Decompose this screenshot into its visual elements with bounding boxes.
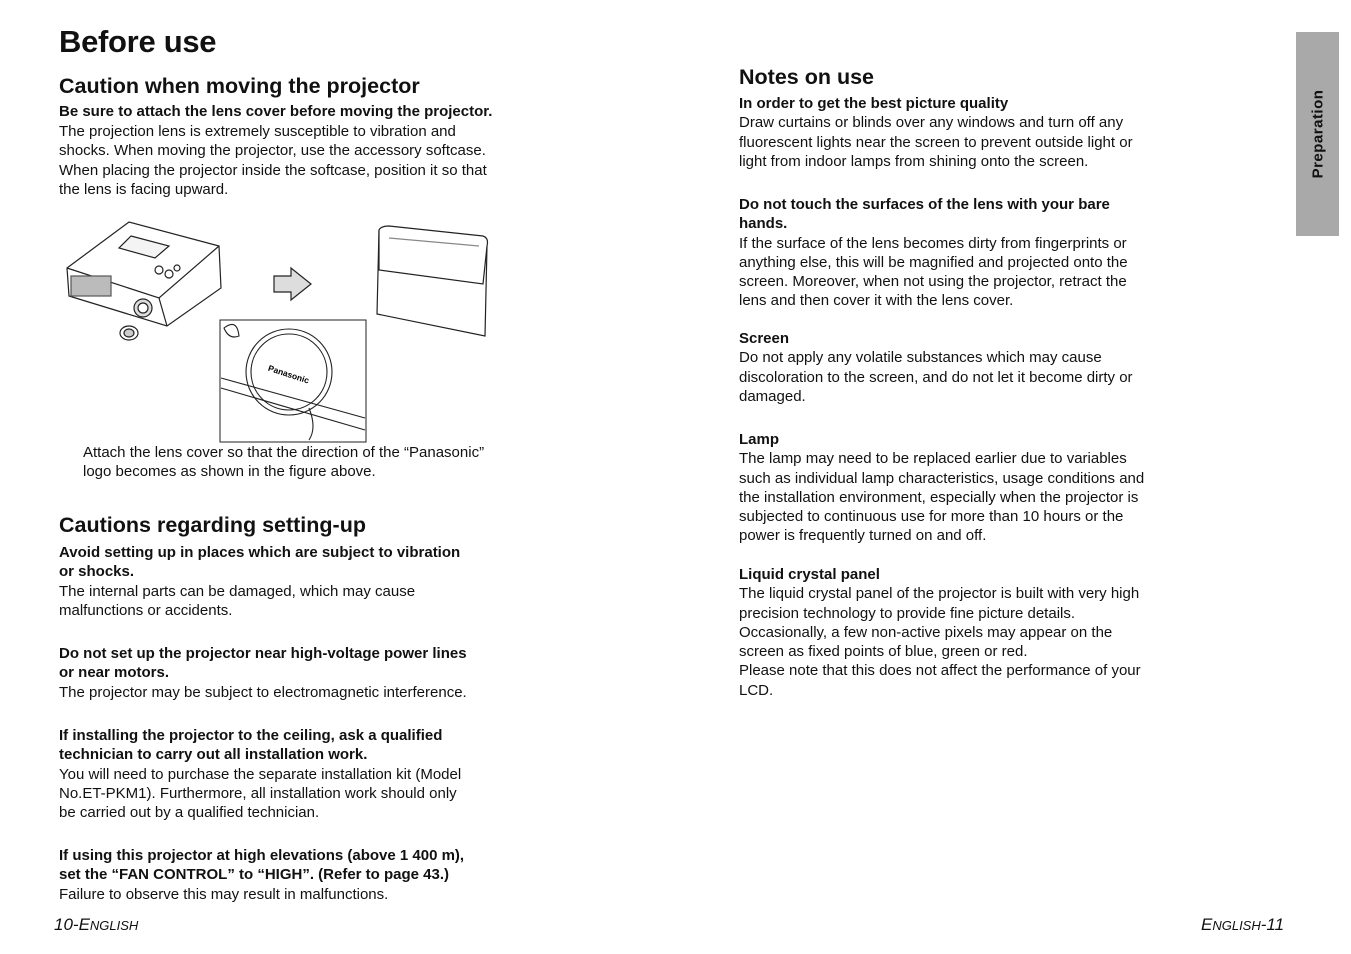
- section-tab-preparation: Preparation: [1296, 32, 1339, 236]
- notes-item: Liquid crystal panel The liquid crystal panel of the projector is built with very high precision technology to provide fine picture details. Occasionally, a few non-active pixels may appear on the screen as fixed points of blue, green or red. Please note that this does not affect the performance of your LCD.: [739, 566, 1141, 699]
- notes-item: Do not touch the surfaces of the lens with your bare hands. If the surface of the lens becomes dirty from fingerprints or anything else, this will be magnified and projected onto the screen. Moreover, when not using the projector, retract the lens and then cover it with the lens cover.: [739, 196, 1128, 310]
- section-heading-notes-on-use: Notes on use: [739, 65, 874, 89]
- caution-moving-text: The projection lens is extremely susceptible to vibration and shocks. When moving the projector, use the accessory softcase. When placing the projector inside the softcase, position it so that the lens is facing upward.: [59, 123, 487, 198]
- caution-moving-bold: Be sure to attach the lens cover before moving the projector.: [59, 103, 493, 120]
- notes-item: In order to get the best picture quality Draw curtains or blinds over any windows and turn off any fluorescent lights near the screen to prevent outside light or light from indoor lamps from shining onto the screen.: [739, 95, 1133, 170]
- lens-cover-illustration: [59, 218, 499, 448]
- setup-item: Do not set up the projector near high-voltage power lines or near motors. The projector may be subject to electromagnetic interference.: [59, 645, 467, 701]
- notes-item: Lamp The lamp may need to be replaced earlier due to variables such as individual lamp characteristics, usage conditions and the installation environment, especially when the projector is subjected to continuous use for more than 10 hours or the power is frequently turned on and off.: [739, 431, 1145, 545]
- page-number-right: ENGLISH-11: [1201, 915, 1285, 934]
- setup-item: If using this projector at high elevations (above 1 400 m), set the “FAN CONTROL” to “HIGH”. (Refer to page 43.) Failure to observe this may result in malfunctions.: [59, 847, 465, 903]
- projector-drawing: [67, 222, 221, 340]
- setup-item: Avoid setting up in places which are subject to vibration or shocks. The internal parts can be damaged, which may cause malfunctions or accidents.: [59, 544, 461, 619]
- panasonic-logo: Panasonic: [266, 362, 311, 386]
- page-number-left: 10-ENGLISH: [54, 915, 139, 934]
- setup-item: If installing the projector to the ceiling, ask a qualified technician to carry out all installation work. You will need to purchase the separate installation kit (Model No.ET-PKM1). Furthermore, all installation work should only be carried out by a qualified technician.: [59, 727, 462, 822]
- page-title: Before use: [59, 24, 217, 59]
- softcase-drawing: [377, 226, 488, 336]
- section-heading-cautions-setup: Cautions regarding setting-up: [59, 513, 366, 537]
- figure-caption: Attach the lens cover so that the direction of the “Panasonic” logo becomes as shown in the figure above.: [83, 444, 485, 481]
- arrow-icon: [274, 268, 311, 300]
- section-heading-caution-moving: Caution when moving the projector: [59, 74, 420, 98]
- notes-item: Screen Do not apply any volatile substances which may cause discoloration to the screen, and do not let it become dirty or damaged.: [739, 330, 1133, 405]
